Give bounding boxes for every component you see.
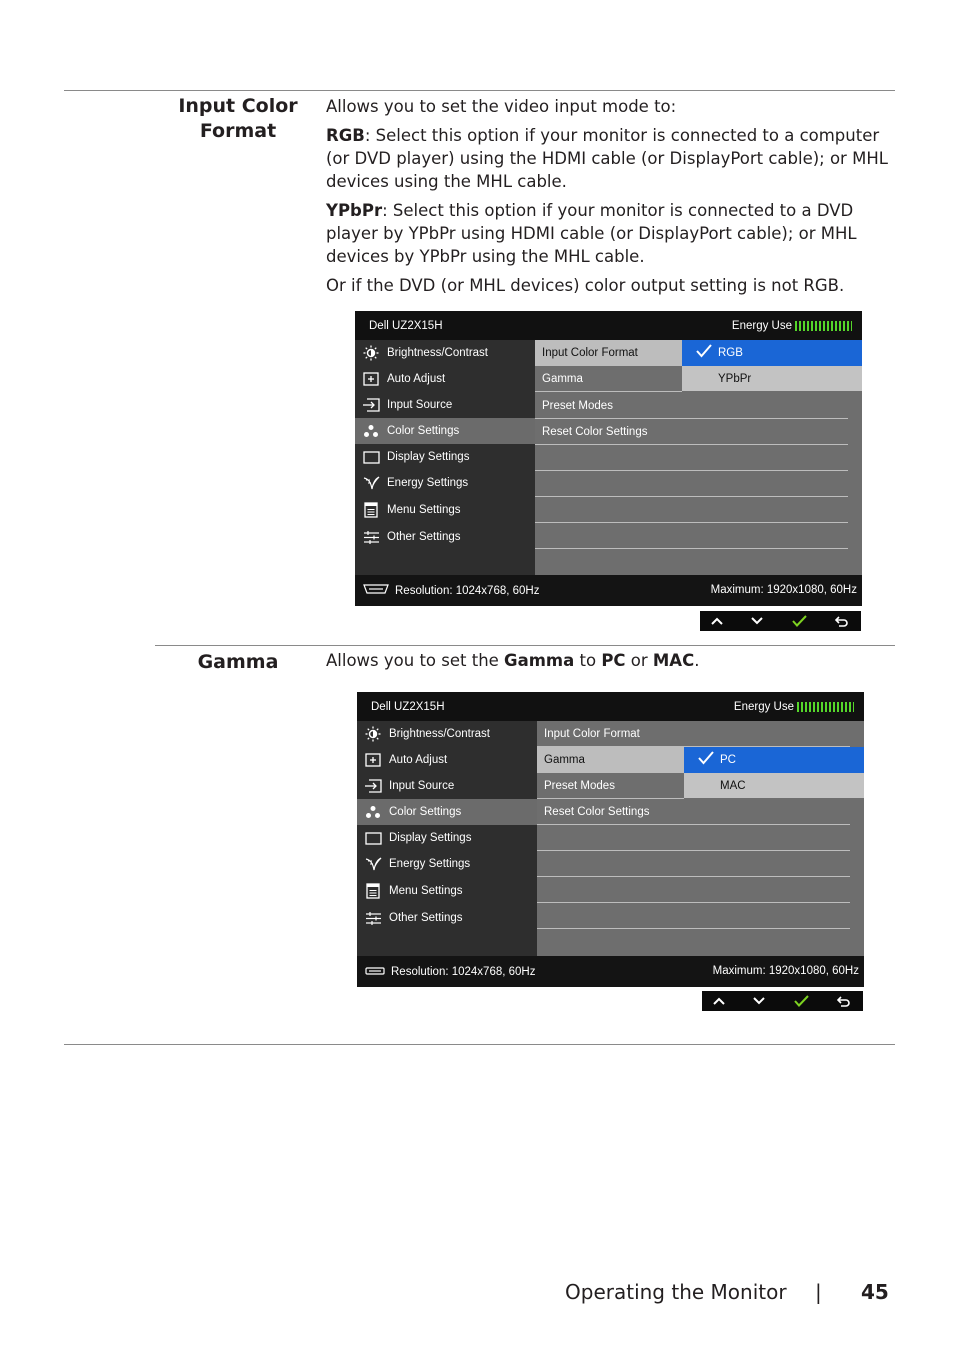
- osd-submenu: [537, 721, 864, 956]
- input-color-format-description: [326, 95, 892, 303]
- osd-nav-buttons: [702, 991, 863, 1011]
- menu-label: Color Settings: [387, 425, 460, 437]
- back-button[interactable]: [824, 611, 858, 631]
- term-gamma: Gamma: [197, 651, 279, 673]
- menu-item-auto-adjust[interactable]: [357, 747, 537, 773]
- footer-separator: |: [815, 1280, 822, 1304]
- or-paragraph: Or if the DVD (or MHL devices) color output setting is not RGB.: [326, 276, 845, 295]
- osd-model: Dell UZ2X15H: [371, 701, 445, 713]
- menu-label: Input Source: [387, 399, 453, 411]
- submenu-empty-row: [537, 851, 850, 877]
- intro-end: .: [694, 651, 700, 670]
- term-input-color-format: [170, 94, 306, 144]
- gamma-description: [326, 649, 892, 678]
- energy-meter: [795, 321, 852, 331]
- menu-settings-icon: [364, 883, 382, 899]
- osd-status-bar: [355, 575, 862, 606]
- top-rule: [64, 90, 895, 91]
- submenu-reset-color-settings[interactable]: [535, 419, 848, 445]
- auto-adjust-icon: [364, 752, 382, 768]
- check-icon: [696, 344, 712, 361]
- osd-main-menu: [357, 721, 537, 956]
- term-line1: Input Color: [178, 95, 298, 117]
- option-label: MAC: [720, 779, 746, 792]
- brightness-icon: [362, 345, 380, 361]
- ypbpr-text: : Select this option if your monitor is connected to a DVD player by YPbPr using HDMI cable (or DisplayPort cable); or MHL devices by YPbPr using the MHL cable.: [326, 201, 857, 266]
- resolution-status: [365, 966, 536, 978]
- color-settings-icon: [364, 804, 382, 820]
- connector-icon: [363, 584, 389, 597]
- intro-text: Allows you to set the video input mode to:: [326, 97, 677, 116]
- osd-submenu: [535, 340, 862, 575]
- menu-item-color-settings[interactable]: [357, 799, 537, 825]
- intro-gamma: Gamma: [504, 651, 575, 670]
- menu-label: Energy Settings: [389, 858, 471, 870]
- maximum-text: Maximum: 1920x1080, 60Hz: [712, 965, 859, 977]
- rgb-paragraph: [326, 124, 892, 193]
- osd-nav-buttons: [700, 611, 861, 631]
- sliders-icon: [364, 910, 382, 926]
- middle-rule: [155, 645, 895, 646]
- menu-label: Menu Settings: [387, 504, 461, 516]
- menu-item-display-settings[interactable]: [355, 444, 535, 470]
- energy-leaf-icon: [364, 856, 382, 872]
- menu-label: Auto Adjust: [389, 754, 448, 766]
- menu-settings-icon: [362, 502, 380, 518]
- osd-screenshot-gamma: [357, 692, 864, 987]
- submenu-label: Preset Modes: [544, 779, 615, 792]
- osd-main-menu: [355, 340, 535, 575]
- maximum-text: Maximum: 1920x1080, 60Hz: [710, 584, 857, 596]
- menu-label: Other Settings: [389, 912, 463, 924]
- rgb-text: : Select this option if your monitor is connected to a computer (or DVD player) using the HDMI cable (or DisplayPort cable); or MHL devices using the MHL cable.: [326, 126, 888, 191]
- back-button[interactable]: [826, 991, 860, 1011]
- page-footer: [0, 1280, 954, 1308]
- submenu-empty-row: [537, 903, 850, 929]
- menu-label: Auto Adjust: [387, 373, 446, 385]
- submenu-empty-row: [537, 877, 850, 903]
- energy-meter: [797, 702, 854, 712]
- ok-check-button[interactable]: [784, 991, 818, 1011]
- menu-item-energy-settings[interactable]: [355, 470, 535, 496]
- osd-energy: [734, 701, 854, 713]
- intro-or: or: [625, 651, 653, 670]
- option-label: PC: [720, 754, 736, 766]
- up-button[interactable]: [700, 611, 734, 631]
- submenu-input-color-format[interactable]: [537, 721, 850, 747]
- energy-label: Energy Use: [731, 320, 792, 332]
- display-settings-icon: [364, 830, 382, 846]
- osd-energy: [732, 320, 852, 332]
- menu-item-menu-settings[interactable]: [357, 878, 537, 904]
- submenu-empty-row: [537, 825, 850, 851]
- menu-item-display-settings[interactable]: [357, 825, 537, 851]
- ok-check-button[interactable]: [782, 611, 816, 631]
- osd-screenshot-input-color-format: [355, 311, 862, 606]
- input-source-icon: [364, 778, 382, 794]
- submenu-gamma[interactable]: [535, 366, 682, 392]
- submenu-gamma[interactable]: [537, 747, 684, 773]
- menu-label: Brightness/Contrast: [387, 347, 488, 359]
- menu-label: Energy Settings: [387, 477, 469, 489]
- menu-item-input-source[interactable]: [355, 392, 535, 418]
- submenu-label: Preset Modes: [542, 399, 613, 412]
- menu-item-menu-settings[interactable]: [355, 497, 535, 523]
- submenu-label: Reset Color Settings: [542, 425, 648, 438]
- auto-adjust-icon: [362, 371, 380, 387]
- check-icon: [698, 751, 714, 768]
- option-rgb[interactable]: [682, 340, 862, 366]
- submenu-label: Gamma: [542, 372, 583, 385]
- intro-pc: PC: [601, 651, 626, 670]
- menu-item-other-settings[interactable]: [355, 524, 535, 550]
- menu-item-color-settings[interactable]: [355, 418, 535, 444]
- submenu-empty-row: [535, 445, 848, 471]
- menu-label: Color Settings: [389, 806, 462, 818]
- option-mac[interactable]: [684, 773, 864, 798]
- down-button[interactable]: [742, 991, 776, 1011]
- menu-item-energy-settings[interactable]: [357, 851, 537, 877]
- brightness-icon: [364, 726, 382, 742]
- page-number: 45: [861, 1280, 889, 1304]
- submenu-reset-color-settings[interactable]: [537, 799, 850, 825]
- up-button[interactable]: [702, 991, 736, 1011]
- menu-item-other-settings[interactable]: [357, 905, 537, 931]
- submenu-label: Gamma: [544, 754, 585, 766]
- menu-item-brightness-contrast[interactable]: [357, 721, 537, 747]
- submenu-empty-row: [535, 523, 848, 549]
- submenu-label: Input Color Format: [542, 347, 638, 359]
- display-settings-icon: [362, 449, 380, 465]
- submenu-empty-row: [535, 471, 848, 497]
- osd-title-bar: [355, 311, 862, 340]
- resolution-text: Resolution: 1024x768, 60Hz: [391, 965, 536, 978]
- osd-status-bar: [357, 956, 864, 987]
- term-line2: Format: [199, 120, 277, 142]
- sliders-icon: [362, 529, 380, 545]
- submenu-empty-row: [535, 497, 848, 523]
- energy-leaf-icon: [362, 475, 380, 491]
- option-pc[interactable]: [684, 747, 864, 773]
- menu-label: Display Settings: [389, 832, 472, 844]
- menu-label: Input Source: [389, 780, 455, 792]
- ypbpr-label: YPbPr: [326, 201, 383, 220]
- menu-item-input-source[interactable]: [357, 773, 537, 799]
- intro-mac: MAC: [652, 651, 695, 670]
- input-source-icon: [362, 397, 380, 413]
- ypbpr-paragraph: [326, 199, 892, 268]
- energy-label: Energy Use: [733, 701, 794, 713]
- option-label: YPbPr: [718, 372, 752, 385]
- option-ypbpr[interactable]: [682, 366, 862, 391]
- menu-label: Other Settings: [387, 531, 461, 543]
- intro-to: to: [574, 651, 602, 670]
- submenu-preset-modes[interactable]: [535, 393, 848, 419]
- rgb-label: RGB: [326, 126, 365, 145]
- intro-before: Allows you to set the: [326, 651, 505, 670]
- osd-title-bar: [357, 692, 864, 721]
- submenu-input-color-format[interactable]: [535, 340, 682, 366]
- gamma-intro: [326, 649, 892, 672]
- menu-label: Menu Settings: [389, 885, 463, 897]
- resolution-status: [363, 584, 540, 597]
- resolution-text: Resolution: 1024x768, 60Hz: [395, 584, 540, 597]
- menu-item-auto-adjust[interactable]: [355, 366, 535, 392]
- menu-item-brightness-contrast[interactable]: [355, 340, 535, 366]
- submenu-label: Reset Color Settings: [544, 805, 650, 818]
- menu-label: Display Settings: [387, 451, 470, 463]
- bottom-rule: [64, 1044, 895, 1045]
- footer-title: Operating the Monitor: [565, 1280, 787, 1304]
- connector-icon: [365, 966, 385, 978]
- submenu-label: Input Color Format: [544, 727, 640, 740]
- color-settings-icon: [362, 423, 380, 439]
- osd-model: Dell UZ2X15H: [369, 320, 443, 332]
- submenu-preset-modes[interactable]: [537, 773, 684, 799]
- option-label: RGB: [718, 347, 743, 359]
- menu-label: Brightness/Contrast: [389, 728, 490, 740]
- down-button[interactable]: [740, 611, 774, 631]
